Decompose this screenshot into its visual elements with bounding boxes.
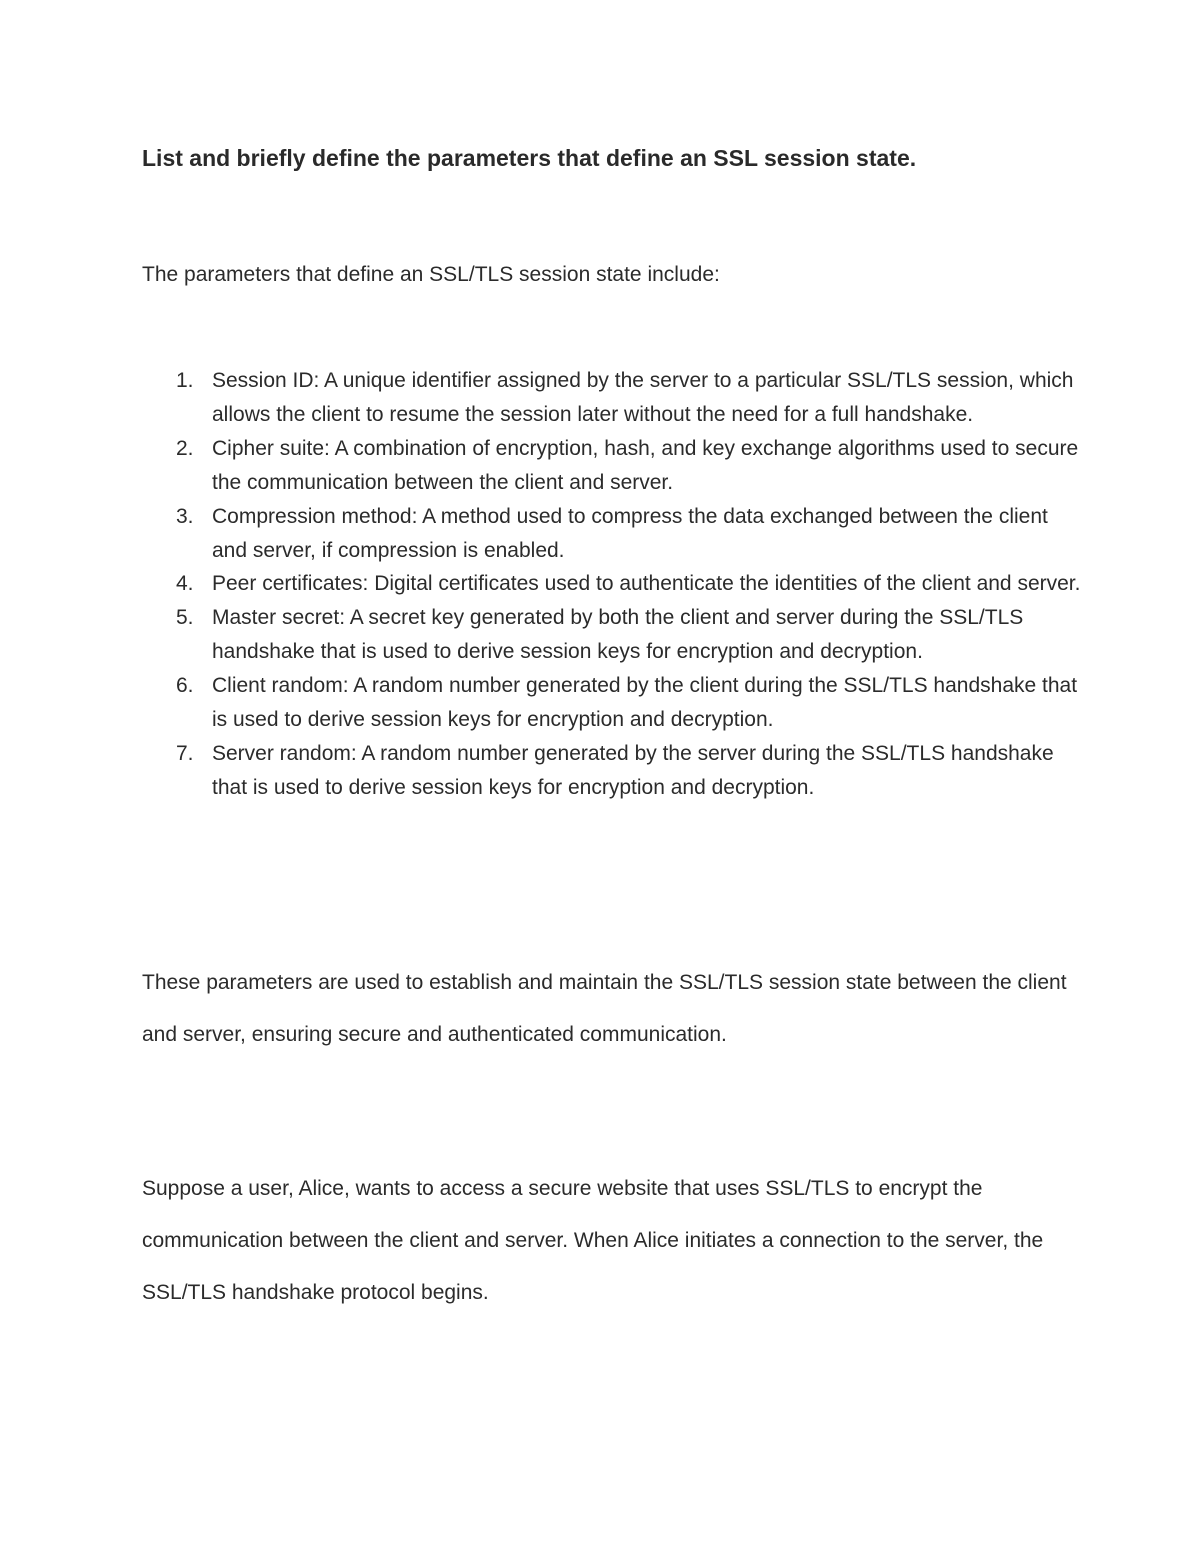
scenario-paragraph: Suppose a user, Alice, wants to access a secure website that uses SSL/TLS to encrypt the communication between the client and server. When Alice initiates a connection to the server, the SSL/TLS handshake protocol begins. xyxy=(142,1177,1044,1304)
list-item xyxy=(142,432,1082,500)
list-item-text: Peer certificates: Digital certificates used to authenticate the identities of the client and server. xyxy=(212,572,1081,596)
list-item-text: Server random: A random number generated by the server during the SSL/TLS handshake that is used to derive session keys for encryption and decryption. xyxy=(212,741,1054,799)
list-item xyxy=(142,601,1082,669)
list-item-number: 3. xyxy=(176,504,194,528)
list-item-text: Compression method: A method used to compress the data exchanged between the client and server, if compression is enabled. xyxy=(212,504,1048,562)
list-item-text: Session ID: A unique identifier assigned by the server to a particular SSL/TLS session, which allows the client to resume the session later without the need for a full handshake. xyxy=(212,369,1074,426)
list-item xyxy=(142,364,1082,432)
intro-paragraph: The parameters that define an SSL/TLS session state include: xyxy=(142,263,720,286)
list-item-text: Cipher suite: A combination of encryption, hash, and key exchange algorithms used to secure the communication between the client and server. xyxy=(212,436,1079,494)
parameters-list xyxy=(142,364,1082,805)
list-item xyxy=(142,567,1082,601)
list-item-number: 7. xyxy=(176,741,194,765)
list-item-number: 6. xyxy=(176,674,194,698)
list-item-number: 2. xyxy=(176,436,194,460)
list-item-number: 1. xyxy=(176,369,194,392)
list-item xyxy=(142,669,1082,737)
page-title: List and briefly define the parameters that define an SSL session state. xyxy=(142,145,917,171)
list-item xyxy=(142,737,1082,805)
list-item-text: Master secret: A secret key generated by both the client and server during the SSL/TLS handshake that is used to derive session keys for encryption and decryption. xyxy=(212,606,1024,664)
list-item-number: 5. xyxy=(176,606,194,630)
conclusion-paragraph: These parameters are used to establish and maintain the SSL/TLS session state between the client and server, ensuring secure and authenticated communication. xyxy=(142,971,1067,1046)
list-item-number: 4. xyxy=(176,572,194,596)
list-item-text: Client random: A random number generated by the client during the SSL/TLS handshake that is used to derive session keys for encryption and decryption. xyxy=(212,674,1078,732)
list-item xyxy=(142,500,1082,568)
